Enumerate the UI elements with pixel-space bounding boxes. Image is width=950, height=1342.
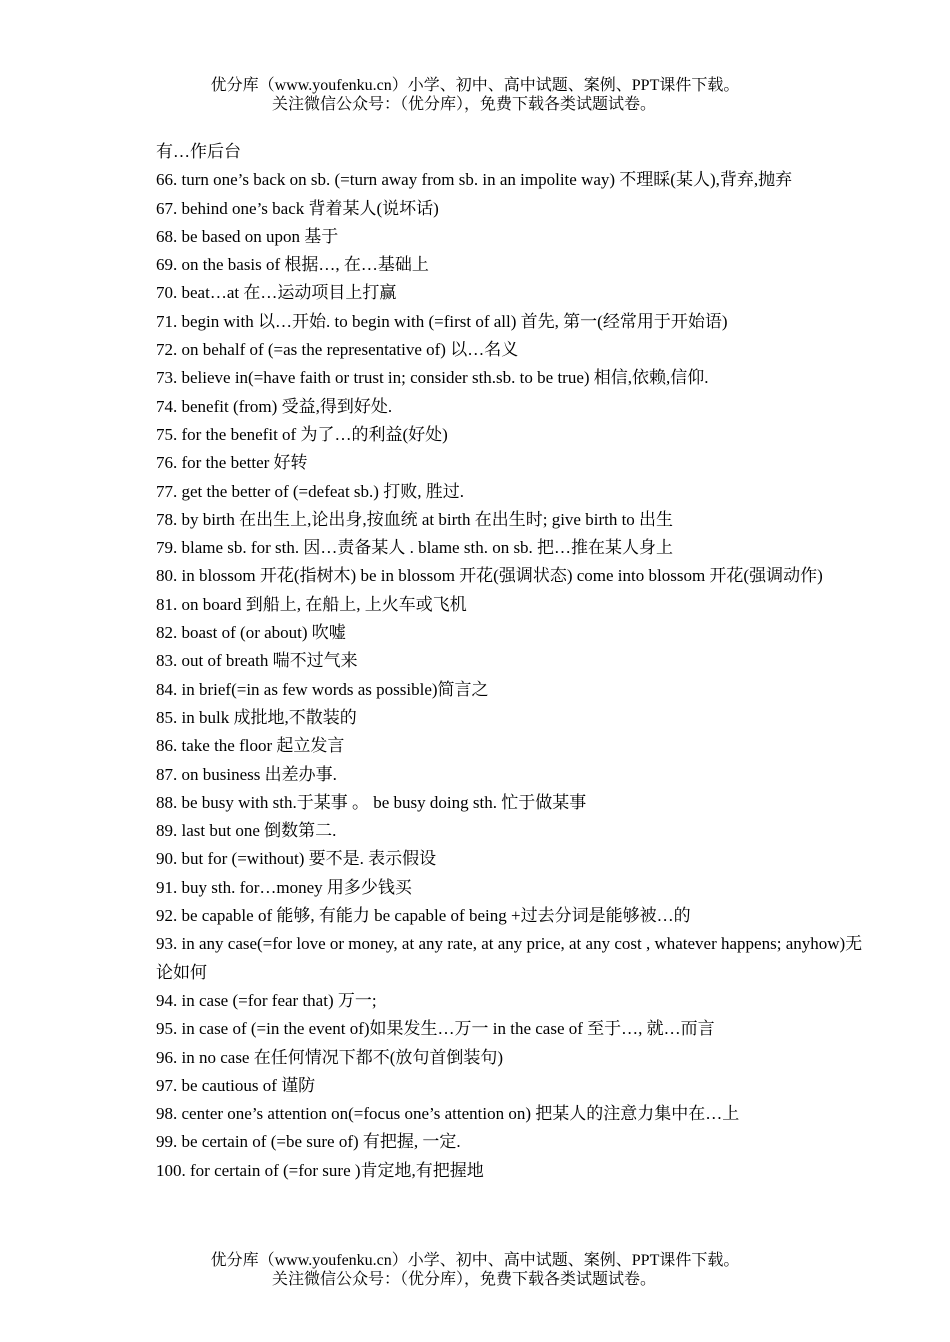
- header-wechat-line: 关注微信公众号：（优分库），免费下载各类试题试卷。: [271, 96, 656, 113]
- phrase-entry: 78. by birth 在出生上,论出身,按血统 at birth 在出生时; give birth to 出生: [156, 509, 674, 529]
- phrase-entry: 90. but for (=without) 要不是. 表示假设: [156, 849, 437, 869]
- phrase-entry: 86. take the floor 起立发言: [156, 736, 345, 756]
- page-header: [0, 76, 950, 114]
- phrase-entry: 81. on board 到船上, 在船上, 上火车或飞机: [156, 594, 467, 614]
- footer-site-line: 优分库（www.youfenku.cn）小学、初中、高中试题、案例、PPT课件下载。: [210, 1252, 740, 1269]
- phrase-entry: 91. buy sth. for…money 用多少钱买: [156, 877, 412, 897]
- phrase-entry: 74. benefit (from) 受益,得到好处.: [156, 396, 393, 416]
- phrase-entry: 85. in bulk 成批地,不散装的: [156, 707, 357, 727]
- phrase-entry: 有…作后台: [156, 142, 241, 161]
- phrase-entry: 66. turn one’s back on sb. (=turn away from sb. in an impolite way) 不理睬(某人),背弃,抛弃: [156, 170, 793, 190]
- phrase-entry: 77. get the better of (=defeat sb.) 打败, 胜过.: [156, 481, 464, 501]
- phrase-entry: 95. in case of (=in the event of)如果发生…万一 in the case of 至于…, 就…而言: [156, 1019, 715, 1039]
- phrase-entry: 99. be certain of (=be sure of) 有把握, 一定.: [156, 1132, 461, 1152]
- phrase-entry: 71. begin with 以…开始. to begin with (=first of all) 首先, 第一(经常用于开始语): [156, 311, 728, 331]
- phrase-entry: 73. believe in(=have faith or trust in; consider sth.sb. to be true) 相信,依赖,信仰.: [156, 368, 709, 388]
- phrase-entry: 69. on the basis of 根据…, 在…基础上: [156, 255, 429, 275]
- phrase-entry: 100. for certain of (=for sure )肯定地,有把握地: [156, 1160, 484, 1180]
- phrase-entry: 87. on business 出差办事.: [156, 764, 337, 784]
- phrase-entry: 67. behind one’s back 背着某人(说坏话): [156, 198, 439, 218]
- phrase-entry: 79. blame sb. for sth. 因…责备某人 . blame sth. on sb. 把…推在某人身上: [156, 538, 674, 558]
- phrase-entry: 75. for the benefit of 为了…的利益(好处): [156, 424, 448, 444]
- phrase-entry: 82. boast of (or about) 吹嘘: [156, 623, 346, 643]
- phrase-entry: 89. last but one 倒数第二.: [156, 821, 337, 841]
- phrase-entry: 88. be busy with sth.于某事 。 be busy doing sth. 忙于做某事: [156, 792, 587, 812]
- phrase-entry: 68. be based on upon 基于: [156, 226, 339, 246]
- phrase-entry: 76. for the better 好转: [156, 453, 308, 473]
- phrase-entry: 80. in blossom 开花(指树木) be in blossom 开花(强调状态) come into blossom 开花(强调动作): [156, 566, 823, 586]
- phrase-entry: 94. in case (=for fear that) 万一;: [156, 990, 377, 1010]
- phrase-list: [156, 138, 876, 1185]
- phrase-entry: 83. out of breath 喘不过气来: [156, 651, 358, 671]
- phrase-entry: 72. on behalf of (=as the representative of) 以…名义: [156, 340, 519, 360]
- phrase-entry: 70. beat…at 在…运动项目上打赢: [156, 283, 397, 303]
- phrase-entry: 98. center one’s attention on(=focus one’s attention on) 把某人的注意力集中在…上: [156, 1104, 740, 1124]
- phrase-entry: 93. in any case(=for love or money, at any rate, at any price, at any cost , whatever happens; anyhow)无论如何: [156, 934, 863, 982]
- phrase-entry: 92. be capable of 能够, 有能力 be capable of being +过去分词是能够被…的: [156, 906, 691, 926]
- phrase-entry: 97. be cautious of 谨防: [156, 1075, 316, 1095]
- phrase-entry: 84. in brief(=in as few words as possible)简言之: [156, 679, 489, 699]
- page-footer: [0, 1251, 950, 1289]
- phrase-entry: 96. in no case 在任何情况下都不(放句首倒装句): [156, 1047, 504, 1067]
- footer-wechat-line: 关注微信公众号：（优分库），免费下载各类试题试卷。: [271, 1271, 656, 1288]
- header-site-line: 优分库（www.youfenku.cn）小学、初中、高中试题、案例、PPT课件下载。: [210, 77, 740, 94]
